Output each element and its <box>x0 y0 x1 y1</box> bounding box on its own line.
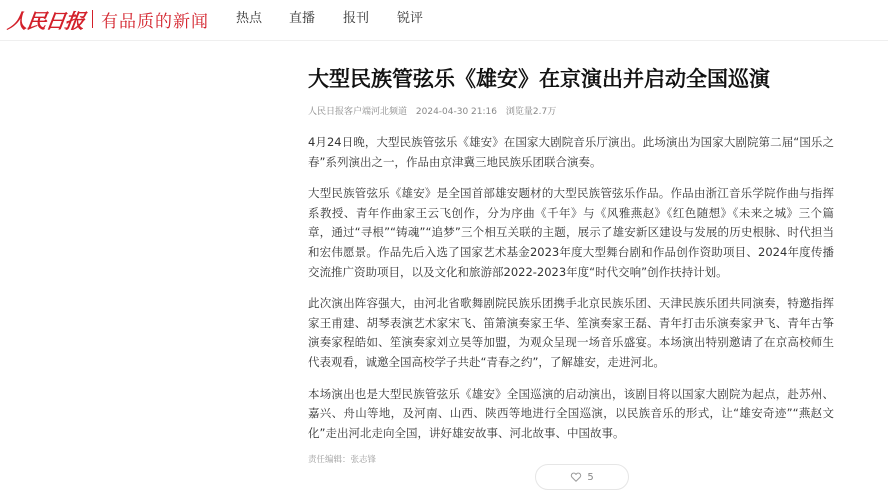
article-paragraph: 本场演出也是大型民族管弦乐《雄安》全国巡演的启动演出，该剧目将以国家大剧院为起点，赴苏州、嘉兴、舟山等地，及河南、山西、陕西等地进行全国巡演，以民族音乐的形式，让“雄安奇迹”“燕赵文化”走出河北走向全国，讲好雄安故事、河北故事、中国故事。 <box>308 386 834 440</box>
article-meta <box>308 106 834 118</box>
article-source[interactable]: 人民日报客户端河北频道 <box>308 107 408 117</box>
nav-item-commentary[interactable]: 锐评 <box>397 11 424 26</box>
like-button[interactable] <box>535 464 629 490</box>
responsible-editor: 责任编辑：张志锋 <box>308 455 377 466</box>
nav-item-live[interactable]: 直播 <box>289 11 316 26</box>
like-count: 5 <box>587 471 594 483</box>
article-views: 浏览量2.7万 <box>505 107 557 117</box>
article-datetime: 2024-04-30 21:16 <box>415 107 497 117</box>
article-paragraph: 4月24日晚，大型民族管弦乐《雄安》在国家大剧院音乐厅演出。此场演出为国家大剧院第二届“国乐之春”系列演出之一，作品由京津冀三地民族乐团联合演奏。 <box>308 135 834 169</box>
header-divider <box>0 40 888 41</box>
logo-wordmark: 人民日报 <box>6 8 86 33</box>
site-logo[interactable] <box>8 5 209 33</box>
logo-divider <box>92 10 93 28</box>
article-paragraph: 此次演出阵容强大，由河北省歌舞剧院民族乐团携手北京民族乐团、天津民族乐团共同演奏，特邀指挥家王甫建、胡琴表演艺术家宋飞、笛箫演奏家王华、笙演奏家王磊、青年打击乐演奏家尹飞、青年古筝演奏家程皓如、笙演奏家刘立昊等加盟，为观众呈现一场音乐盛宴。本场演出特别邀请了在京高校师生代表观看，诚邀全国高校学子共赴“青春之约”，了解雄安，走进河北。 <box>308 296 834 369</box>
article <box>308 52 834 466</box>
article-paragraph: 大型民族管弦乐《雄安》是全国首部雄安题材的大型民族管弦乐作品。作品由浙江音乐学院作曲与指挥系教授、青年作曲家王云飞创作，分为序曲《千年》与《风雅燕赵》《红色随想》《未来之城》三个篇章，通过“寻根”“铸魂”“追梦”三个相互关联的主题，展示了雄安新区建设与发展的历史根脉、时代担当和宏伟愿景。作品先后入选了国家艺术基金2023年度大型舞台剧和作品创作资助项目、2024年度传播交流推广资助项目，以及文化和旅游部2022-2023年度“时代交响”创作扶持计划。 <box>308 186 834 279</box>
logo-slogan: 有品质的新闻 <box>101 11 209 32</box>
heart-outline-icon <box>570 471 582 483</box>
nav-item-hot[interactable]: 热点 <box>236 11 263 26</box>
top-bar <box>0 0 888 40</box>
main-nav <box>236 11 451 27</box>
nav-item-newspaper[interactable]: 报刊 <box>343 11 370 26</box>
article-title: 大型民族管弦乐《雄安》在京演出并启动全国巡演 <box>308 67 770 91</box>
